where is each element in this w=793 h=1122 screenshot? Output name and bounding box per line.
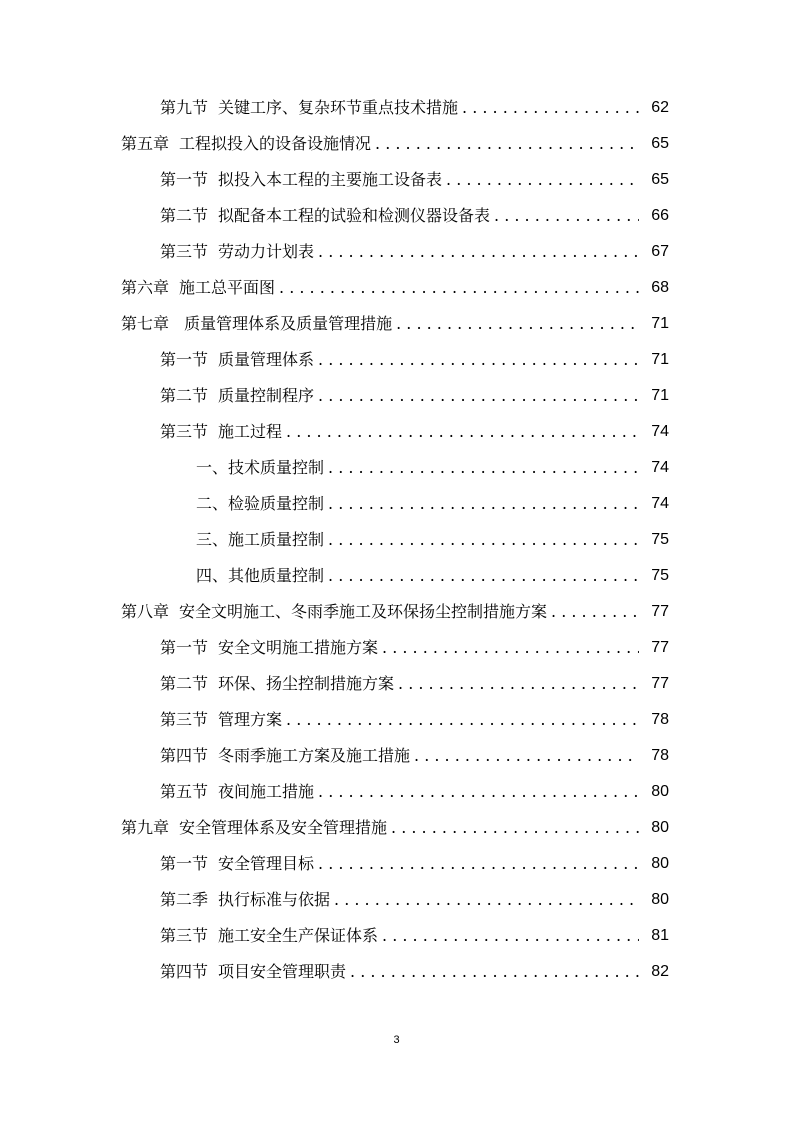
toc-entry-title: 管理方案 (218, 710, 283, 729)
toc-entry-page: 77 (651, 639, 669, 656)
toc-entry-number: 第九节 (160, 98, 209, 117)
toc-entry-number: 第九章 (121, 818, 170, 837)
toc-entry-page: 66 (651, 207, 669, 224)
toc-entry-number: 第七章 (121, 314, 170, 333)
toc-entry-number: 第一节 (160, 350, 209, 369)
toc-entry-number: 第三节 (160, 710, 209, 729)
toc-entry-number: 第一节 (160, 854, 209, 873)
toc-entry-number: 第八章 (121, 602, 170, 621)
toc-entry-number: 第三节 (160, 926, 209, 945)
toc-entry[interactable] (160, 630, 669, 666)
toc-entry-number: 第二季 (160, 890, 209, 909)
toc-entry[interactable] (160, 702, 669, 738)
toc-entry-number: 第五节 (160, 782, 209, 801)
toc-entry-title: 工程拟投入的设备设施情况 (179, 134, 372, 153)
toc-entry-number: 第六章 (121, 278, 170, 297)
toc-entry-title: 质量管理体系 (218, 350, 315, 369)
toc-leader-dots (414, 738, 639, 774)
toc-entry-title: 夜间施工措施 (218, 782, 315, 801)
toc-entry-title: 劳动力计划表 (218, 242, 315, 261)
toc-leader-dots (328, 450, 639, 486)
toc-leader-dots (382, 630, 639, 666)
toc-entry-page: 74 (651, 459, 669, 476)
toc-entry[interactable] (160, 954, 669, 990)
toc-entry-title: 施工安全生产保证体系 (218, 926, 379, 945)
toc-entry-page: 80 (651, 819, 669, 836)
toc-leader-dots (382, 918, 639, 954)
toc-leader-dots (551, 594, 639, 630)
toc-entry-page: 77 (651, 603, 669, 620)
toc-entry-title: 拟投入本工程的主要施工设备表 (218, 170, 443, 189)
toc-entry[interactable] (160, 342, 669, 378)
toc-entry[interactable] (160, 666, 669, 702)
toc-entry[interactable] (160, 882, 669, 918)
toc-entry-page: 80 (651, 855, 669, 872)
toc-leader-dots (391, 810, 639, 846)
toc-entry[interactable] (196, 558, 669, 594)
toc-leader-dots (494, 198, 639, 234)
toc-leader-dots (446, 162, 639, 198)
toc-entry-number: 第四节 (160, 746, 209, 765)
toc-entry-number: 第一节 (160, 170, 209, 189)
toc-entry[interactable] (121, 126, 669, 162)
toc-leader-dots (318, 774, 639, 810)
toc-entry-title: 安全文明施工措施方案 (218, 638, 379, 657)
toc-entry-page: 78 (651, 747, 669, 764)
toc-entry-title: 安全文明施工、冬雨季施工及环保扬尘控制措施方案 (179, 602, 548, 621)
toc-leader-dots (328, 522, 639, 558)
toc-entry-number: 第二节 (160, 386, 209, 405)
toc-entry-number: 第五章 (121, 134, 170, 153)
toc-entry[interactable] (160, 918, 669, 954)
toc-entry-title: 施工过程 (218, 422, 283, 441)
toc-entry[interactable] (196, 522, 669, 558)
toc-entry-page: 71 (651, 351, 669, 368)
toc-entry-title: 质量管理体系及质量管理措施 (179, 314, 393, 333)
toc-entry[interactable] (160, 198, 669, 234)
page-number: 3 (393, 1034, 400, 1046)
toc-leader-dots (286, 414, 639, 450)
toc-entry-number: 第二节 (160, 674, 209, 693)
toc-entry[interactable] (196, 486, 669, 522)
toc-leader-dots (328, 558, 639, 594)
toc-entry-title: 安全管理目标 (218, 854, 315, 873)
toc-entry-page: 80 (651, 783, 669, 800)
toc-leader-dots (398, 666, 639, 702)
toc-entry-page: 80 (651, 891, 669, 908)
toc-leader-dots (462, 90, 639, 126)
toc-entry[interactable] (121, 594, 669, 630)
toc-entry-page: 65 (651, 135, 669, 152)
toc-entry-page: 74 (651, 495, 669, 512)
toc-entry-number: 第二节 (160, 206, 209, 225)
toc-entry-page: 71 (651, 315, 669, 332)
toc-entry-title: 质量控制程序 (218, 386, 315, 405)
toc-entry-page: 67 (651, 243, 669, 260)
toc-leader-dots (318, 234, 639, 270)
toc-entry-title: 执行标准与依据 (218, 890, 331, 909)
toc-entry[interactable] (160, 90, 669, 126)
toc-entry[interactable] (160, 378, 669, 414)
toc-entry-number: 第四节 (160, 962, 209, 981)
toc-entry[interactable] (196, 450, 669, 486)
toc-entry-title: 冬雨季施工方案及施工措施 (218, 746, 411, 765)
toc-entry-title: 环保、扬尘控制措施方案 (218, 674, 395, 693)
toc-entry-title: 关键工序、复杂环节重点技术措施 (218, 98, 459, 117)
toc-entry-page: 78 (651, 711, 669, 728)
toc-entry-page: 82 (651, 963, 669, 980)
toc-entry-page: 77 (651, 675, 669, 692)
toc-entry[interactable] (160, 414, 669, 450)
toc-entry-title: 拟配备本工程的试验和检测仪器设备表 (218, 206, 491, 225)
toc-entry-page: 74 (651, 423, 669, 440)
toc-leader-dots (350, 954, 639, 990)
toc-entry-page: 68 (651, 279, 669, 296)
toc-entry-title: 施工总平面图 (179, 278, 276, 297)
toc-leader-dots (375, 126, 639, 162)
toc-entry[interactable] (121, 810, 669, 846)
toc-leader-dots (334, 882, 639, 918)
toc-entry[interactable] (160, 162, 669, 198)
toc-leader-dots (318, 342, 639, 378)
toc-entry-title: 一、技术质量控制 (196, 458, 325, 477)
toc-leader-dots (328, 486, 639, 522)
toc-leader-dots (279, 270, 639, 306)
toc-entry[interactable] (121, 270, 669, 306)
toc-entry-number: 第三节 (160, 422, 209, 441)
toc-leader-dots (286, 702, 639, 738)
toc-entry-title: 四、其他质量控制 (196, 566, 325, 585)
toc-entry-title: 安全管理体系及安全管理措施 (179, 818, 388, 837)
toc-entry[interactable] (121, 306, 669, 342)
toc-leader-dots (318, 846, 639, 882)
toc-entry-title: 项目安全管理职责 (218, 962, 347, 981)
toc-entry[interactable] (160, 846, 669, 882)
toc-entry[interactable] (160, 738, 669, 774)
toc-entry-title: 二、检验质量控制 (196, 494, 325, 513)
toc-leader-dots (396, 306, 639, 342)
toc-entry-page: 62 (651, 99, 669, 116)
toc-entry-page: 71 (651, 387, 669, 404)
toc-entry[interactable] (160, 774, 669, 810)
toc-entry-page: 81 (651, 927, 669, 944)
toc-entry-page: 75 (651, 567, 669, 584)
toc-leader-dots (318, 378, 639, 414)
toc-entry-number: 第一节 (160, 638, 209, 657)
toc-entry-number: 第三节 (160, 242, 209, 261)
toc-entry-page: 75 (651, 531, 669, 548)
toc-entry-title: 三、施工质量控制 (196, 530, 325, 549)
toc-entry[interactable] (160, 234, 669, 270)
toc-entry-page: 65 (651, 171, 669, 188)
